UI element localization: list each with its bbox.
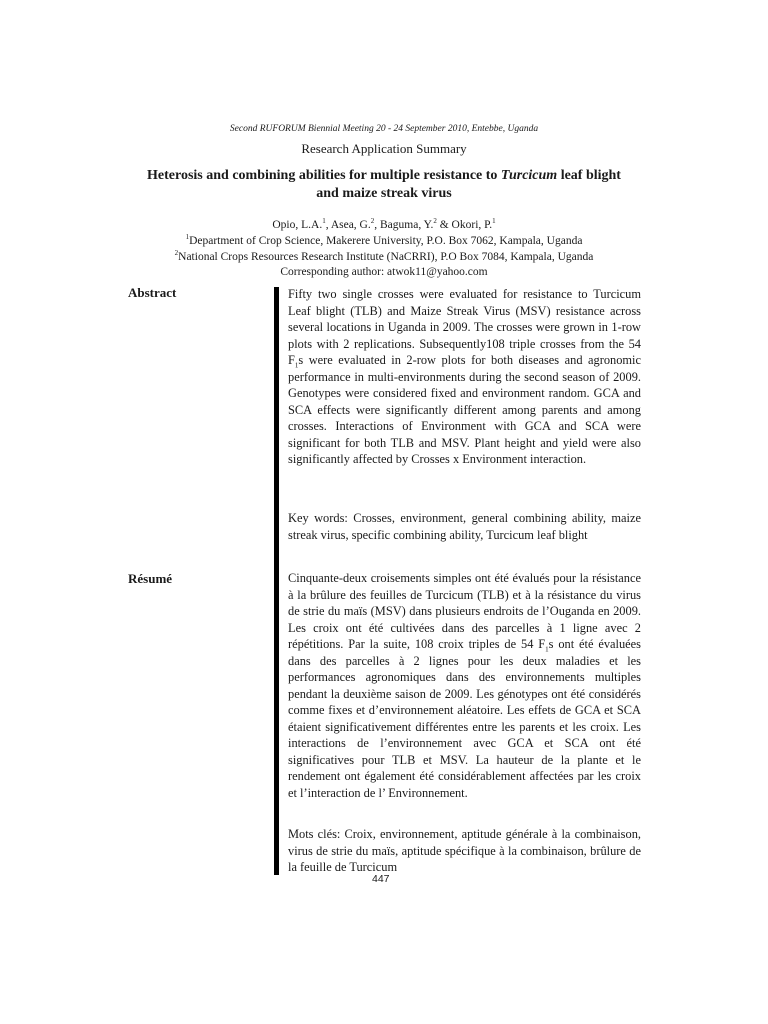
- title-text-start: Heterosis and combining abilities for multiple resistance to: [147, 168, 501, 183]
- title-text-end: leaf blight: [557, 168, 621, 183]
- author-2: , Asea, G.: [325, 219, 371, 231]
- affiliation-1-text: Department of Crop Science, Makerere University, P.O. Box 7062, Kampala, Uganda: [189, 235, 583, 247]
- author-4-affil-mark: 1: [492, 217, 496, 226]
- paper-title: [0, 167, 768, 203]
- author-3-affil-mark: 2: [433, 217, 437, 226]
- vertical-rule: [274, 287, 279, 875]
- running-header: Second RUFORUM Biennial Meeting 20 - 24 September 2010, Entebbe, Uganda: [229, 124, 539, 134]
- title-italic-word: Turcicum: [500, 168, 558, 183]
- keywords: Key words: Crosses, environment, general combining ability, maize streak virus, specific combining ability, Turcicum leaf blight: [288, 511, 641, 542]
- affiliations: [0, 234, 768, 281]
- affiliation-1-mark: 1: [185, 233, 190, 242]
- resume-text-part-1: Cinquante-deux croisements simples ont été évalués pour la résistance à la brûlure des feuilles de Turcicum (TLB) et à la résistance du virus de strie du maïs (MSV) dans plusieurs endroits de l’Ouganda en 2009. Les croix ont été cultivées dans des parcelles à 1 ligne avec 2 répétitions. Par la suite, 108 croix triples de 54 F: [288, 571, 641, 651]
- author-3: , Baguma, Y.: [374, 219, 434, 231]
- title-line-2: and maize streak virus: [316, 186, 452, 201]
- document-type-label: Research Application Summary: [301, 141, 467, 156]
- affiliation-2-text: National Crops Resources Research Institute (NaCRRI), P.O Box 7084, Kampala, Uganda: [178, 250, 594, 263]
- author-list: [0, 218, 768, 233]
- corresponding-author: Corresponding author: atwok11@yahoo.com: [280, 266, 488, 278]
- resume-text-part-2: s ont été évaluées dans des parcelles à 2 lignes pour les deux maladies et les performances agronomiques dans des environnements multiples pendant la deuxième saison de 2009. Les génotypes ont été considérés comme fixes et d’environnement aléatoire. Les effets de GCA et SCA étaient significativement différentes entre les parents et les croix. Les interactions de l’environnement avec GCA et SCA ont été significatives pour TLB et MSV. La hauteur de la plante et le rendement ont également été considérablement affectées par les croix et l’interaction de l’ Environnement.: [288, 637, 642, 800]
- resume-subscript: 1: [545, 645, 549, 654]
- author-1-affil-mark: 1: [322, 217, 326, 226]
- resume-text: [288, 570, 641, 801]
- title-line-1: [0, 167, 768, 185]
- affiliation-1: [0, 234, 768, 250]
- abstract-heading: Abstract: [128, 285, 177, 300]
- author-2-affil-mark: 2: [370, 217, 375, 226]
- author-1: Opio, L.A.: [272, 219, 323, 231]
- affiliation-2: [0, 250, 768, 266]
- page-number: 447: [372, 873, 390, 885]
- abstract-text-part-2: s were evaluated in 2-row plots for both diseases and agronomic performance in multi-environments during the second season of 2009. Genotypes were considered fixed and environment random. GCA and SCA effects were significantly different among parents and among crosses. Interactions of Environment with GCA and SCA were significant for both TLB and MSV. Plant height and yield were also significantly affected by Crosses x Environment interaction.: [288, 353, 641, 466]
- abstract-text: [288, 286, 641, 468]
- abstract-text-part-1: Fifty two single crosses were evaluated for resistance to Turcicum Leaf blight (TLB) and Maize Streak Virus (MSV) resistance across several locations in Uganda in 2009. The crosses were grown in 1-row plots with 2 replications. Subsequently108 triple crosses from the 54 F: [288, 287, 641, 367]
- affiliation-2-mark: 2: [174, 248, 179, 257]
- author-4: & Okori, P.: [436, 219, 493, 231]
- resume-heading: Résumé: [128, 571, 173, 586]
- abstract-subscript: 1: [294, 361, 299, 370]
- mots-cles: Mots clés: Croix, environnement, aptitude générale à la combinaison, virus de strie du maïs, aptitude spécifique à la combinaison, brûlure de la feuille de Turcicum: [288, 827, 641, 874]
